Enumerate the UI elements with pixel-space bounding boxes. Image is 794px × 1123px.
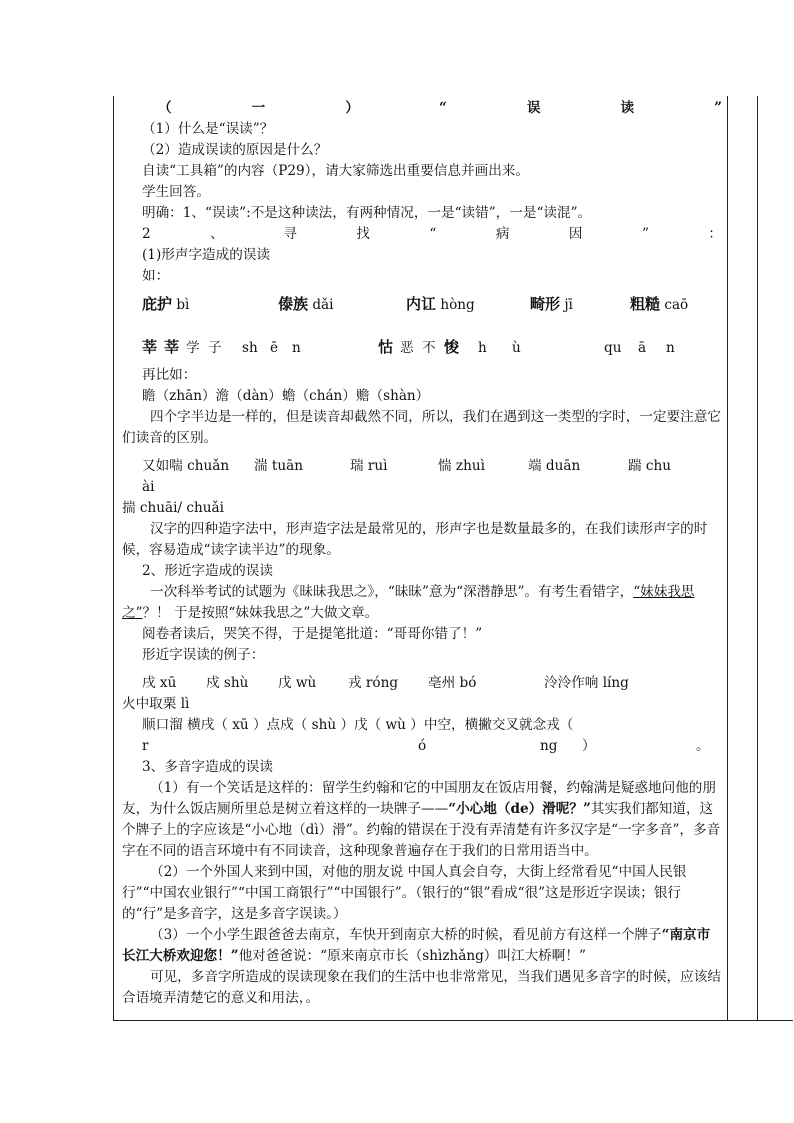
pinyin-row-3: 又如喘 chuǎn 湍 tuān 瑞 ruì 惴 zhuì 端 duān 踹 chu [142,458,672,474]
question-1: （1）什么是“误读”？ [142,121,274,137]
section-heading: （ 一 ） “ 误 读 ” [158,100,722,116]
clarify-text: 明确：1、“误读”:不是这种读法，有两种情况，一是“读错”，一是“读混”。 [142,205,592,221]
paragraph-1: 四个字半边是一样的，但是读音却截然不同，所以，我们在遇到这一类型的字时，一定要注意它们读音的区别。 [122,409,721,446]
lesson-content [122,98,722,1009]
student-answer: 学生回答。 [142,184,210,200]
paragraph-3: 一次科举考试的试题为《昧昧我思之》，“昧昧”意为“深潜静思”。有考生看错字，“妹妹我思之”？！ 于是按照“妹妹我思之”大做文章。 [122,584,695,621]
joke-3: （3）一个小学生跟爸爸去南京，车快开到南京大桥的时候，看见前方有这样一个牌子“南京市长江大桥欢迎您！”他对爸爸说：“原来南京市长（shìzhǎng）叫江大桥啊！” [122,927,711,964]
joke-2: （2）一个外国人来到中国，对他的朋友说 中国人真会自夸，大街上经常看见“中国人民银行”“中国农业银行”“中国工商银行”“中国银行”。（银行的“银”看成“很”这是形近字误读；银行的“行”是多音字，这是多音字误读。） [122,864,687,922]
self-read-text: 自读“工具箱”的内容（P29），请大家筛选出重要信息并画出来。 [142,163,529,179]
table-divider [757,96,758,1021]
example-2-label: 形近字误读的例子： [142,647,265,663]
shengzi-title: (1)形声字造成的误读 [142,247,271,263]
joke-1: （1）有一个笑话是这样的：留学生约翰和它的中国朋友在饭店用餐，约翰满是疑惑地问他的朋友，为什么饭店厕所里总是树立着这样的一块牌子——“小心地（de）滑呢？”其实我们都知道，这个牌子上的字应该是“小心地（dì）滑”。约翰的错误在于没有弄清楚有许多汉字是“一字多音”，多音字在不同的语言环境中有不同读音，这种现象普遍存在于我们的日常用语当中。 [122,780,721,859]
paragraph-4: 阅卷者读后，哭笑不得，于是提笔批道：“哥哥你错了！” [142,626,483,642]
rhyme-line-continued: r ó ng ） 。 [142,738,710,754]
paragraph-2: 汉字的四种造字法中，形声造字法是最常见的，形声字也是数量最多的，在我们读形声字的时候，容易造成“读字读半边”的现象。 [122,521,708,558]
conclusion: 可见，多音字所造成的误读现象在我们的生活中也非常常见，当我们遇见多音字的时候，应该结合语境弄清楚它的意义和用法，。 [122,969,721,1006]
find-cause-heading: 2 、 寻 找 “ 病 因 ” ： [142,226,722,242]
another-label: 再比如： [142,367,197,383]
table-divider [727,96,728,1021]
example-label: 如： [142,268,170,284]
pinyin-row-3-continued: ài [142,479,155,495]
duoyin-title: 3、多音字造成的误读 [142,759,273,775]
chuai-line: 揣 chuāi/ chuǎi [122,500,224,516]
pinyin-row-1: 庇护 bì 傣族 dǎi 内讧 hòng 畸形 jī 粗糙 caō [142,295,689,313]
xingjin-title: 2、形近字造成的误读 [142,563,273,579]
pinyin-row-4: 戌 xū 戍 shù 戊 wù 戎 róng 亳州 bó 泠泠作响 líng [142,675,629,691]
pinyin-row-4-continued: 火中取栗 lì [122,696,190,712]
rhyme-line: 顺口溜 横戌（ xū ）点戍（ shù ）戊（ wù ）中空，横撇交叉就念戎（ [142,717,574,733]
pinyin-row-2: 莘 莘 学 子 sh ē n 怙 恶 不 悛 h ù qu ā n [142,338,675,356]
zhan-line: 瞻（zhān）澹（dàn）蟾（chán）赡（shàn） [142,388,430,404]
question-2: （2）造成误读的原因是什么？ [142,142,328,158]
